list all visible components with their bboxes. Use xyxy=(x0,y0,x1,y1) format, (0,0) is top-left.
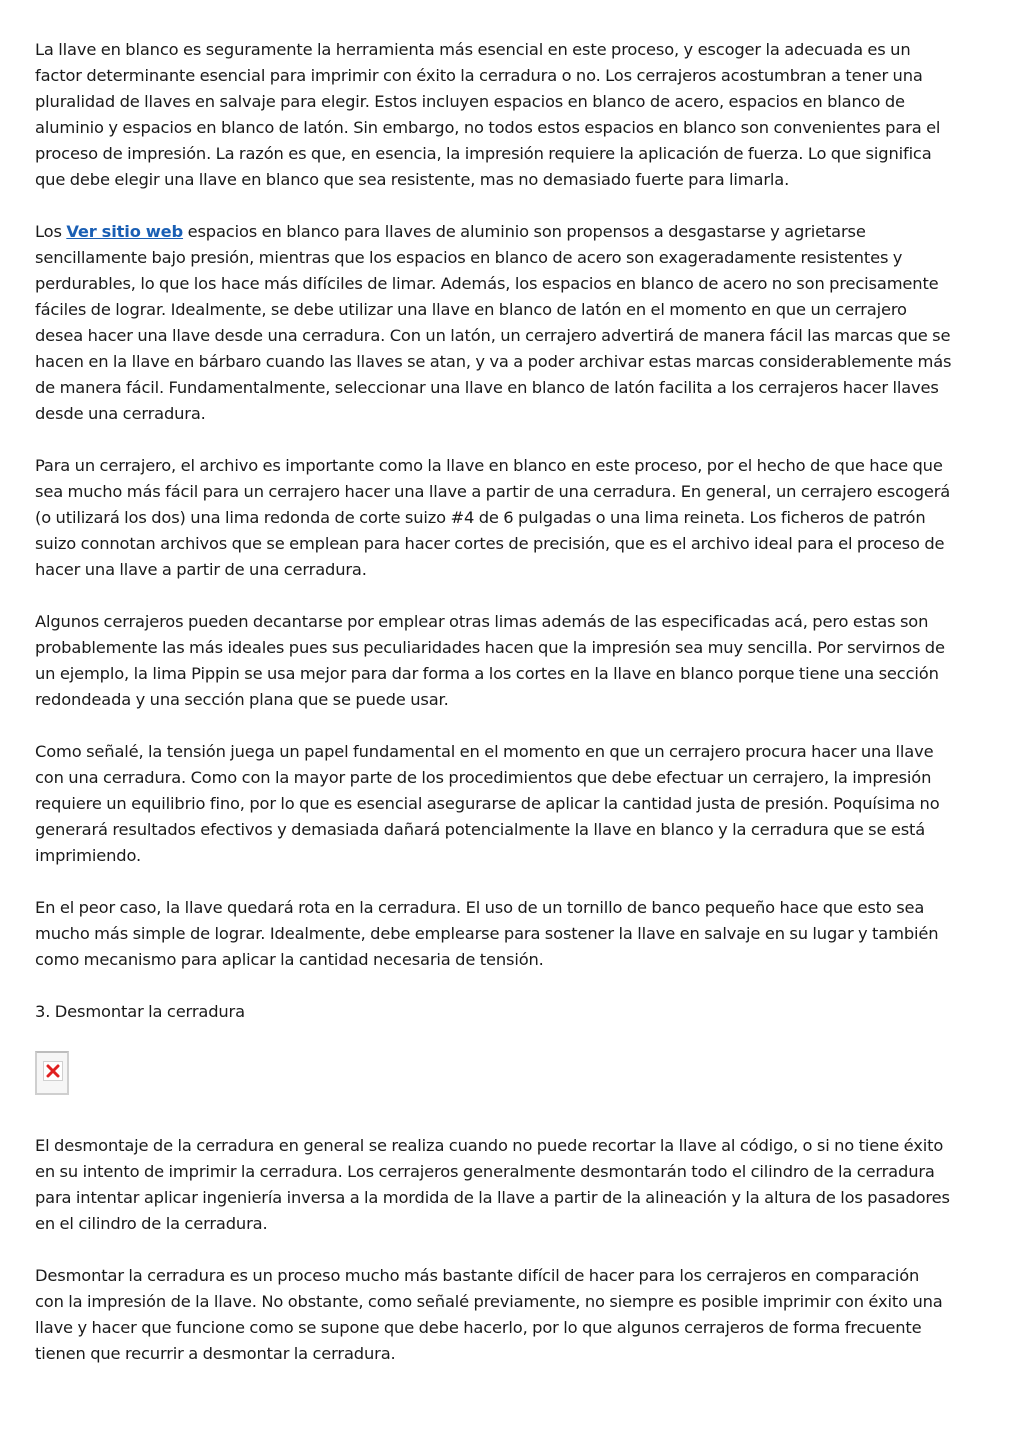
paragraph-archivo-lima: Para un cerrajero, el archivo es importante como la llave en blanco en este proceso, por el hecho de que hace que sea mucho más fácil para un cerrajero hacer una llave a partir de una cerradura. En general, un cerrajero escogerá (o utilizará los dos) una lima redonda de corte suizo #4 de 6 pulgadas o una lima reineta. Los ficheros de patrón suizo connotan archivos que se emplean para hacer cortes de precisión, que es el archivo ideal para el proceso de hacer una llave a partir de una cerradura. xyxy=(35,456,951,579)
red-x-icon xyxy=(46,1064,60,1078)
paragraph-desmontar-proceso: Desmontar la cerradura es un proceso mucho más bastante difícil de hacer para los cerrajeros en comparación con la impresión de la llave. No obstante, como señalé previamente, no siempre es posible imprimir con éxito una llave y hacer que funcione como se supone que debe hacerlo, por lo que algunos cerrajeros de forma frecuente tienen que recurrir a desmontar la cerradura. xyxy=(35,1266,943,1363)
broken-image-icon xyxy=(35,1051,69,1095)
paragraph-tension: Como señalé, la tensión juega un papel fundamental en el momento en que un cerrajero procura hacer una llave con una cerradura. Como con la mayor parte de los procedimientos que debe efectuar un cerrajero, la impresión requiere un equilibrio fino, por lo que es esencial asegurarse de aplicar la cantidad justa de presión. Poquísima no generará resultados efectivos y demasiada dañará potencialmente la llave en blanco y la cerradura que se está imprimiendo. xyxy=(35,742,940,865)
document-body xyxy=(35,37,990,1393)
paragraph-peor-caso: En el peor caso, la llave quedará rota en la cerradura. El uso de un tornillo de banco pequeño hace que esto sea mucho más simple de lograr. Idealmente, debe emplearse para sostener la llave en salvaje en su lugar y también como mecanismo para aplicar la cantidad necesaria de tensión. xyxy=(35,898,939,969)
paragraph-llave-en-blanco: La llave en blanco es seguramente la herramienta más esencial en este proceso, y escoger la adecuada es un factor determinante esencial para imprimir con éxito la cerradura o no. Los cerrajeros acostumbran a tener una pluralidad de llaves en salvaje para elegir. Estos incluyen espacios en blanco de acero, espacios en blanco de aluminio y espacios en blanco de latón. Sin embargo, no todos estos espacios en blanco son convenientes para el proceso de impresión. La razón es que, en esencia, la impresión requiere la aplicación de fuerza. Lo que significa que debe elegir una llave en blanco que sea resistente, mas no demasiado fuerte para limarla. xyxy=(35,40,941,189)
paragraph-desmontaje: El desmontaje de la cerradura en general se realiza cuando no puede recortar la llave al código, o si no tiene éxito en su intento de imprimir la cerradura. Los cerrajeros generalmente desmontarán todo el cilindro de la cerradura para intentar aplicar ingeniería inversa a la mordida de la llave a partir de la alineación y la altura de los pasadores en el cilindro de la cerradura. xyxy=(35,1136,950,1233)
ver-sitio-web-link[interactable]: Ver sitio web xyxy=(66,222,184,241)
section-heading-desmontar: 3. Desmontar la cerradura xyxy=(35,1002,245,1021)
broken-image-frame xyxy=(43,1061,63,1081)
paragraph-body-text: espacios en blanco para llaves de aluminio son propensos a desgastarse y agrietarse sencillamente bajo presión, mientras que los espacios en blanco de acero son exageradamente resistentes y perdurables, lo que los hace más difíciles de limar. Además, los espacios en blanco de acero no son precisamente fáciles de lograr. Idealmente, se debe utilizar una llave en blanco de latón en el momento en que un cerrajero desea hacer una llave desde una cerradura. Con un latón, un cerrajero advertirá de manera fácil las marcas que se hacen en la llave en bárbaro cuando las llaves se atan, y va a poder archivar estas marcas considerablemente más de manera fácil. Fundamentalmente, seleccionar una llave en blanco de latón facilita a los cerrajeros hacer llaves desde una cerradura. xyxy=(35,222,952,423)
paragraph-otras-limas: Algunos cerrajeros pueden decantarse por emplear otras limas además de las especificadas acá, pero estas son probablemente las más ideales pues sus peculiaridades hacen que la impresión sea muy sencilla. Por servirnos de un ejemplo, la lima Pippin se usa mejor para dar forma a los cortes en la llave en blanco porque tiene una sección redondeada y una sección plana que se puede usar. xyxy=(35,612,945,709)
paragraph-espacios-aluminio xyxy=(35,219,990,427)
paragraph-intro-text: Los xyxy=(35,222,67,241)
